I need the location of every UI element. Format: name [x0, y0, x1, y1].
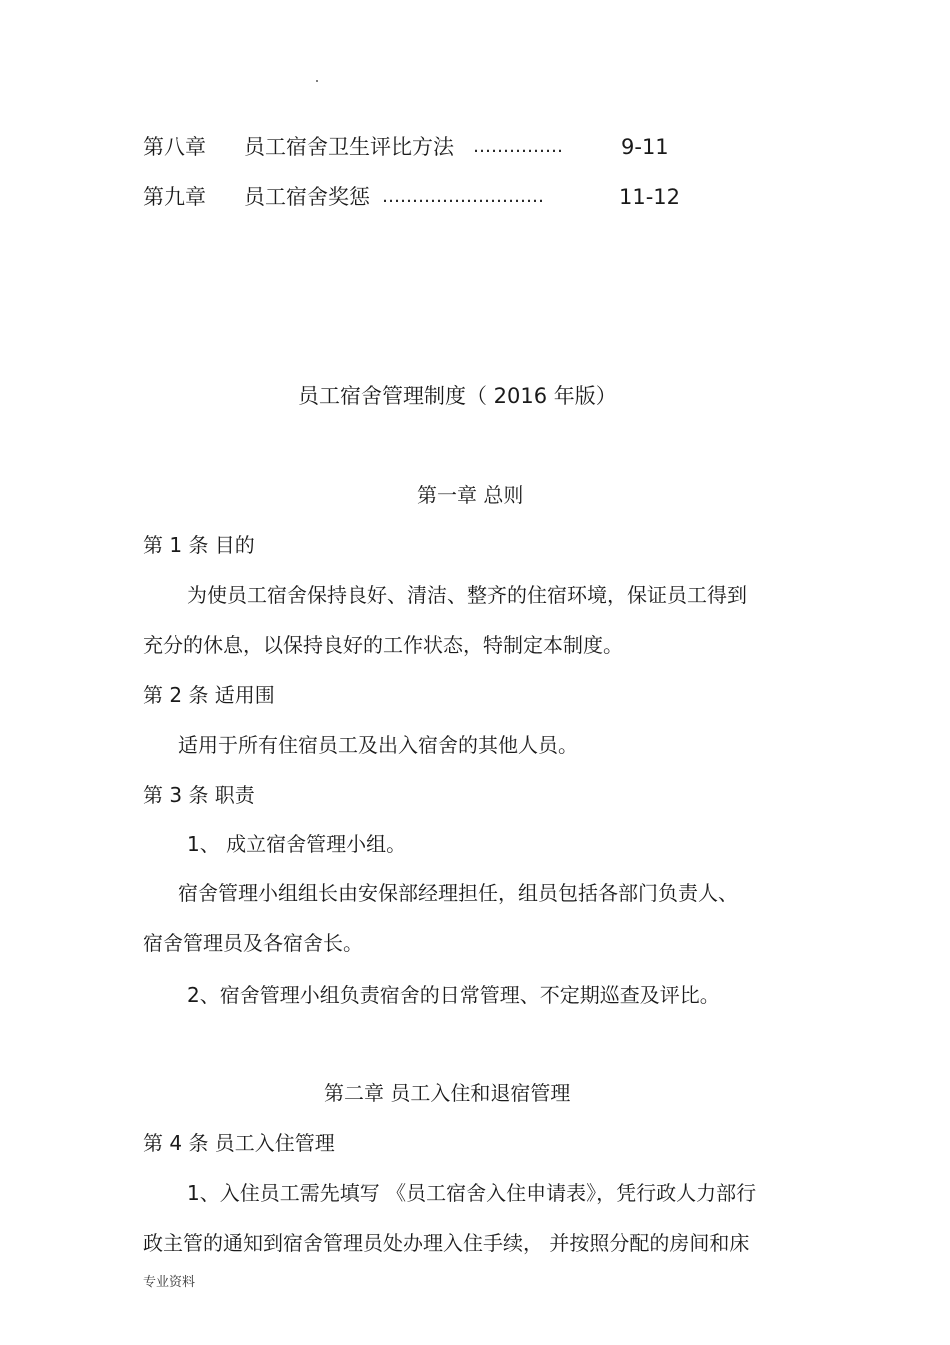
article-1-heading: 第 1 条 目的	[143, 533, 255, 557]
toc-chapter-8-label: 第八章	[143, 135, 206, 159]
article-1-paragraph-line-1: 为使员工宿舍保持良好、清洁、整齐的住宿环境，保证员工得到	[187, 583, 747, 607]
chapter-2-heading: 第二章 员工入住和退宿管理	[324, 1081, 571, 1105]
article-3-paragraph-line-2: 宿舍管理员及各宿舍长。	[143, 931, 363, 955]
chapter-1-heading: 第一章 总则	[417, 483, 524, 507]
toc-chapter-9-pages: 11-12	[619, 185, 681, 209]
article-3-paragraph-line-1: 宿舍管理小组组长由安保部经理担任，组员包括各部门负责人、	[178, 881, 738, 905]
article-4-paragraph-line-1: 1、入住员工需先填写 《员工宿舍入住申请表》，凭行政人力部行	[187, 1181, 757, 1205]
toc-chapter-9-label: 第九章	[143, 185, 206, 209]
toc-chapter-9-leader: ………………………	[382, 186, 544, 207]
article-4-paragraph-line-2: 政主管的通知到宿舍管理员处办理入住手续， 并按照分配的房间和床	[143, 1231, 750, 1255]
article-4-heading: 第 4 条 员工入住管理	[143, 1131, 335, 1155]
document-title: 员工宿舍管理制度（ 2016 年版）	[298, 384, 617, 408]
toc-chapter-8-pages: 9-11	[621, 135, 669, 159]
article-3-item-1: 1、 成立宿舍管理小组。	[187, 832, 407, 856]
article-3-item-2: 2、宿舍管理小组负责宿舍的日常管理、不定期巡查及评比。	[187, 983, 720, 1007]
article-2-heading: 第 2 条 适用围	[143, 683, 275, 707]
toc-chapter-8-leader: ……………	[473, 136, 563, 157]
toc-chapter-9-title: 员工宿舍奖惩	[244, 185, 370, 209]
page-dot-mark	[316, 80, 318, 82]
page-footer: 专业资料	[143, 1275, 196, 1290]
article-3-heading: 第 3 条 职责	[143, 783, 255, 807]
article-1-paragraph-line-2: 充分的休息，以保持良好的工作状态，特制定本制度。	[143, 633, 623, 657]
toc-chapter-8-title: 员工宿舍卫生评比方法	[244, 135, 454, 159]
article-2-paragraph: 适用于所有住宿员工及出入宿舍的其他人员。	[178, 733, 578, 757]
